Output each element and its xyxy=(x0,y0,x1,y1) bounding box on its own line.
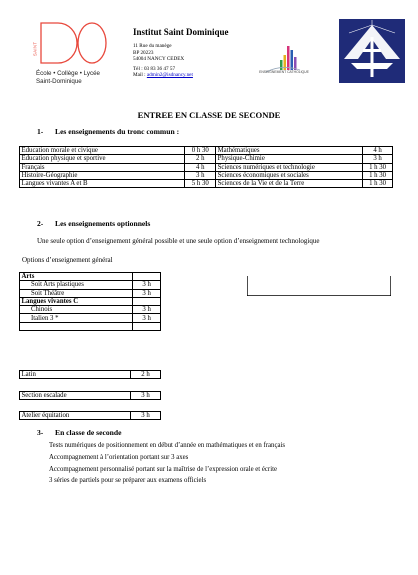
subject-cell: Français xyxy=(20,163,185,171)
equitation-table xyxy=(19,411,161,420)
subject-cell: Education morale et civique xyxy=(20,147,185,155)
hours-cell: 3 h xyxy=(185,171,216,179)
hours-cell: 3 h xyxy=(363,155,393,163)
institution-address: 11 Rue du manège BP 20223 54004 NANCY CEDEX Tél : 03 83 36 47 57 Mail : admin2@isdnancy.net xyxy=(133,43,193,79)
hours-cell: 0 h 30 xyxy=(185,147,216,155)
table-row xyxy=(20,371,161,379)
options-subtitle: Options d’enseignement général xyxy=(22,256,113,264)
enseignement-catholique-caption: ENSEIGNEMENT CATHOLIQUE xyxy=(259,70,309,74)
hours-cell: 4 h xyxy=(363,147,393,155)
subject-cell: Langues vivantes A et B xyxy=(20,180,185,188)
table-row xyxy=(20,163,393,171)
mail-link[interactable]: admin2@isdnancy.net xyxy=(146,72,193,79)
subject-cell: Physique-Chimie xyxy=(216,155,363,163)
section-3-list xyxy=(49,440,285,487)
empty-box-outline xyxy=(247,276,391,296)
empty-cell xyxy=(133,322,161,330)
hours-cell: 2 h xyxy=(185,155,216,163)
hours-cell: 3 h xyxy=(133,306,161,314)
table-row xyxy=(20,180,393,188)
hours-cell: 3 h xyxy=(131,392,161,400)
subject-cell: Sciences économiques et sociales xyxy=(216,171,363,179)
table-row xyxy=(20,412,161,420)
option-label: Italien 3 * xyxy=(20,314,133,322)
option-label: Atelier équitation xyxy=(20,412,131,420)
hours-cell xyxy=(133,297,161,305)
option-label: Section escalade xyxy=(20,392,131,400)
hours-cell: 2 h xyxy=(131,371,161,379)
hours-cell: 3 h xyxy=(133,281,161,289)
table-row xyxy=(20,171,393,179)
table-row xyxy=(20,281,161,289)
dominican-emblem-logo xyxy=(339,19,405,83)
option-label: Chinois xyxy=(20,306,133,314)
subject-cell: Mathématiques xyxy=(216,147,363,155)
tronc-commun-table xyxy=(19,146,393,188)
hours-cell: 3 h xyxy=(133,289,161,297)
hours-cell xyxy=(133,273,161,281)
list-item: Accompagnement personnalisé portant sur la maîtrise de l’expression orale et écrite xyxy=(49,465,277,473)
table-row xyxy=(20,297,161,305)
table-row xyxy=(20,147,393,155)
institution-name: Institut Saint Dominique xyxy=(133,27,229,37)
section-1-title: 1- Les enseignements du tronc commun : xyxy=(37,127,180,136)
subject-cell: Histoire-Géographie xyxy=(20,171,185,179)
table-row xyxy=(20,306,161,314)
option-label: Latin xyxy=(20,371,131,379)
escalade-table xyxy=(19,391,161,400)
list-item: 3 séries de partiels pour se préparer aux examens officiels xyxy=(49,477,207,485)
svg-text:SAINT: SAINT xyxy=(32,41,38,56)
table-row xyxy=(20,314,161,322)
page-title: ENTREE EN CLASSE DE SECONDE xyxy=(137,110,281,120)
hours-cell: 1 h 30 xyxy=(363,163,393,171)
subject-cell: Sciences de la Vie et de la Terre xyxy=(216,180,363,188)
table-row xyxy=(20,392,161,400)
options-table xyxy=(19,272,161,331)
table-row xyxy=(20,273,161,281)
option-label: Soit Théâtre xyxy=(20,289,133,297)
hours-cell: 3 h xyxy=(131,412,161,420)
group-heading: Arts xyxy=(20,273,133,281)
latin-table xyxy=(19,370,161,379)
group-heading: Langues vivantes C xyxy=(20,297,133,305)
section-2-title: 2- Les enseignements optionnels xyxy=(37,219,151,228)
option-label: Soit Arts plastiques xyxy=(20,281,133,289)
empty-cell xyxy=(20,322,133,330)
logo-caption: École • Collège • Lycée Saint-Dominique xyxy=(36,70,100,85)
list-item: Accompagnement à l’orientation portant sur 3 axes xyxy=(49,453,189,461)
hours-cell: 3 h xyxy=(133,314,161,322)
hours-cell: 1 h 30 xyxy=(363,180,393,188)
hours-cell: 4 h xyxy=(185,163,216,171)
hours-cell: 1 h 30 xyxy=(363,171,393,179)
subject-cell: Sciences numériques et technologie xyxy=(216,163,363,171)
section-3-title: 3- En classe de seconde xyxy=(37,428,122,437)
table-row xyxy=(20,155,393,163)
table-row xyxy=(20,289,161,297)
options-intro: Une seule option d’enseignement général possible et une seule option d’enseignement technologique xyxy=(37,237,320,245)
subject-cell: Education physique et sportive xyxy=(20,155,185,163)
hours-cell: 5 h 30 xyxy=(185,180,216,188)
list-item: Tests numériques de positionnement en début d’année en mathématiques et en français xyxy=(49,442,286,449)
table-row xyxy=(20,322,161,330)
school-logo xyxy=(34,20,110,66)
